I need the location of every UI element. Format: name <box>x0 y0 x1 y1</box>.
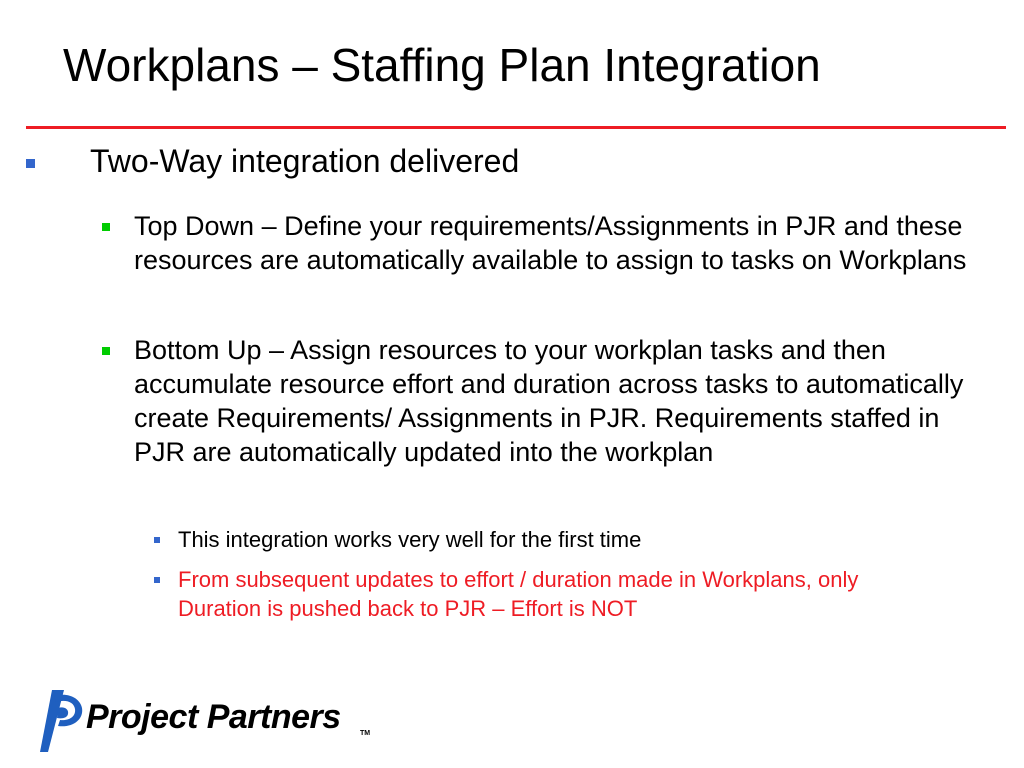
project-partners-logo <box>38 688 378 758</box>
logo-wordmark: Project Partners <box>86 698 341 736</box>
bullet-subsequent-updates <box>178 565 938 623</box>
bullet-first-time <box>178 525 938 554</box>
bullet-bottom-up <box>134 333 984 469</box>
bullet-text: Bottom Up – Assign resources to your workplan tasks and then accumulate resource effort and duration across tasks to automatically create Requirements/ Assignments in PJR. Requirements staffed in PJR are automatically updated into the workplan <box>134 335 964 467</box>
project-partners-swoosh-icon <box>38 688 88 754</box>
bullet-top-down <box>134 209 984 277</box>
square-bullet-icon <box>102 347 110 355</box>
square-bullet-icon <box>154 577 160 583</box>
title-divider <box>26 126 1006 129</box>
bullet-text: Two-Way integration delivered <box>90 143 520 179</box>
bullet-text: From subsequent updates to effort / duration made in Workplans, only Duration is pushed back to PJR – Effort is NOT <box>178 567 859 621</box>
square-bullet-icon <box>26 159 35 168</box>
slide-title: Workplans – Staffing Plan Integration <box>63 39 821 91</box>
bullet-two-way-integration <box>90 142 990 180</box>
bullet-text: Top Down – Define your requirements/Assignments in PJR and these resources are automatically available to assign to tasks on Workplans <box>134 211 967 275</box>
square-bullet-icon <box>102 223 110 231</box>
trademark-mark: TM <box>360 730 371 737</box>
square-bullet-icon <box>154 537 160 543</box>
bullet-text: This integration works very well for the first time <box>178 527 642 552</box>
